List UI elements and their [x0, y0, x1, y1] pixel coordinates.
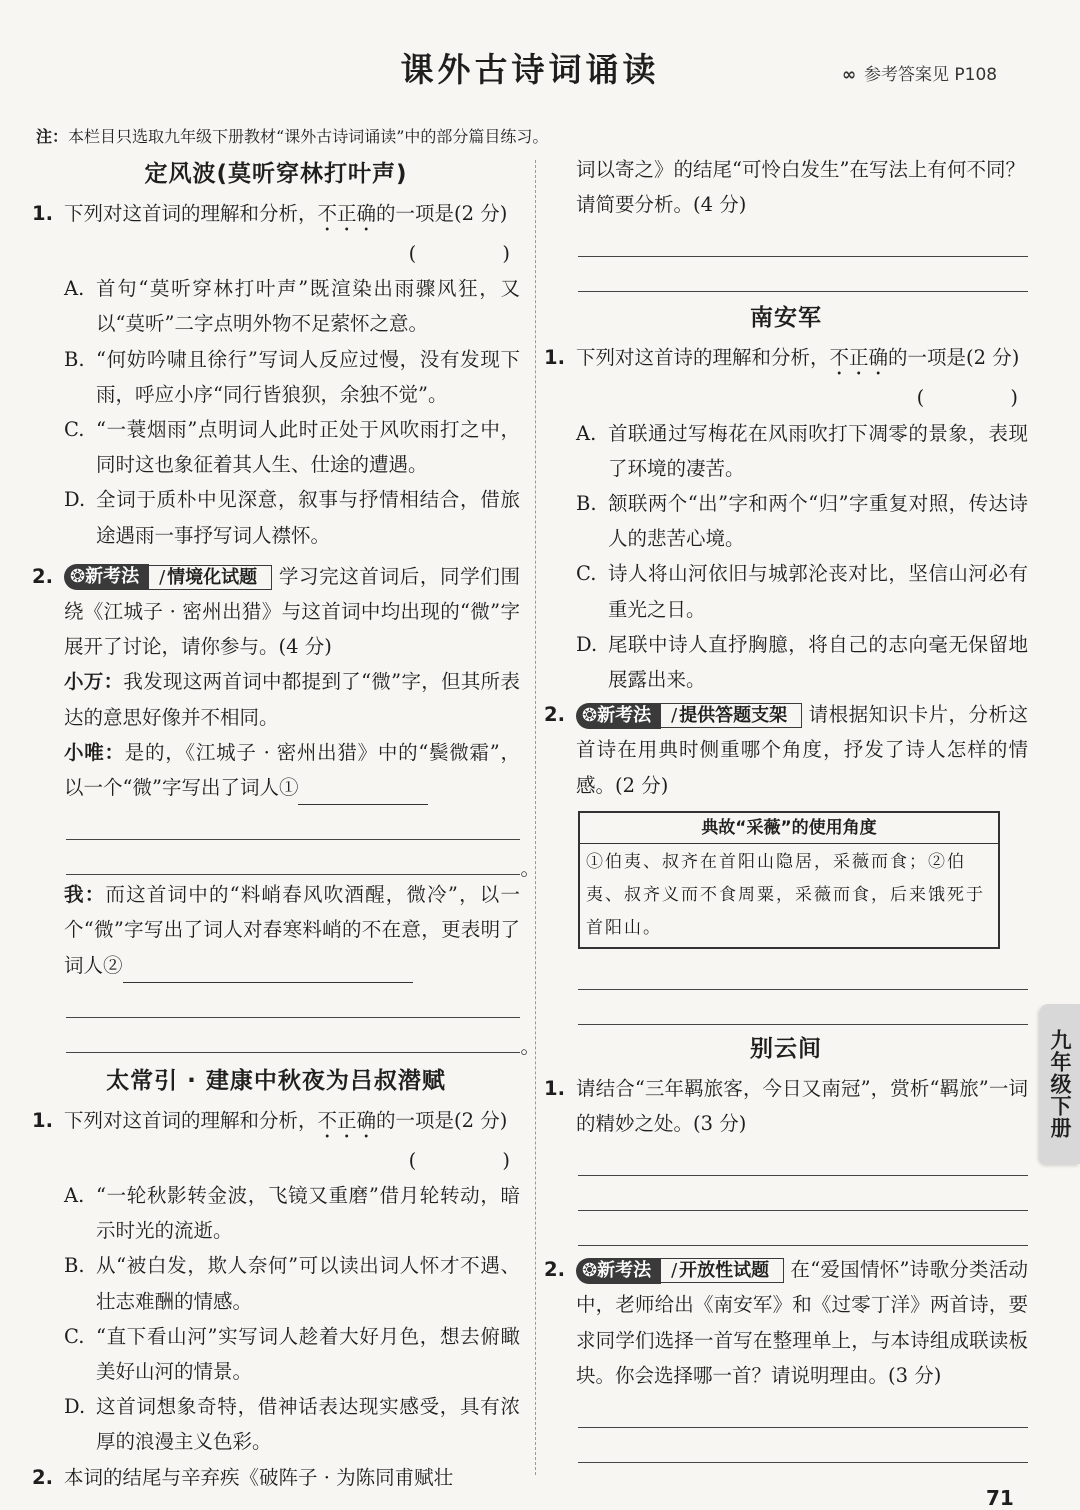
answer-line[interactable]: [578, 1428, 1028, 1463]
new-method-badge: [64, 564, 272, 590]
option-text: 首联通过写梅花在风雨吹打下凋零的景象，表现了环境的凄苦。: [608, 421, 1028, 480]
answer-line[interactable]: [66, 805, 520, 840]
option-label: C.: [64, 418, 85, 442]
dialogue-xiaowan: [64, 664, 520, 734]
question-stem: 下列对这首词的理解和分析，: [64, 202, 318, 225]
option-text: 从“被白发，欺人奈何”可以读出词人怀才不遇、壮志难酬的情感。: [96, 1254, 520, 1313]
link-icon: ∞: [842, 65, 857, 85]
question-number: 2.: [544, 1258, 565, 1282]
question-1-dingfengbo: [32, 196, 550, 271]
left-column: [32, 152, 550, 1495]
option-d: [32, 1389, 520, 1459]
question-2-taichangyin: [32, 1460, 520, 1495]
option-label: B.: [64, 1254, 85, 1278]
badge-label: 新考法: [597, 704, 652, 726]
option-label: B.: [576, 492, 597, 516]
answer-line[interactable]: [578, 1211, 1028, 1246]
option-text: 尾联中诗人直抒胸臆，将自己的志向毫无保留地展露出来。: [608, 632, 1028, 692]
emphasis-text: 不正确: [829, 346, 889, 370]
new-method-badge: [576, 1258, 784, 1284]
column-divider: [535, 160, 536, 1475]
option-label: B.: [64, 347, 85, 371]
option-text: 全词于质朴中见深意，叙事与抒情相结合，借旅途遇雨一事抒写词人襟怀。: [96, 488, 520, 547]
option-label: A.: [576, 421, 597, 445]
question-2-dingfengbo: [32, 559, 520, 805]
question-2-bieyunjian: [544, 1252, 1028, 1393]
answer-line[interactable]: [578, 1141, 1028, 1176]
question-stem: 在“爱国情怀”诗歌分类活动中，老师给出《南安军》和《过零丁洋》两首诗，要求同学们选择一首写在整理单上，与本诗组成联读板块。你会选择哪一首？请说明理由。(3 分): [576, 1258, 1028, 1387]
question-1-bieyunjian: [544, 1071, 1028, 1141]
option-label: D.: [64, 488, 86, 512]
option-a: [544, 416, 1028, 486]
option-text: “直下看山河”实写词人趁着大好月色，想去俯瞰美好山河的情景。: [96, 1324, 520, 1384]
question-stem-end: 的一项是(2 分): [888, 346, 1020, 370]
answer-line[interactable]: [66, 840, 520, 875]
option-label: A.: [64, 277, 85, 301]
speaker-label: 我：: [64, 883, 106, 907]
option-label: C.: [64, 1324, 85, 1348]
question-1-nananjun: [544, 340, 1058, 415]
option-text: 颔联两个“出”字和两个“归”字重复对照，传达诗人的悲苦心境。: [608, 492, 1028, 551]
option-label: D.: [64, 1395, 86, 1419]
knowledge-card: [578, 811, 1000, 949]
answer-line[interactable]: [578, 990, 1028, 1025]
answer-reference-text: 参考答案见 P108: [864, 65, 998, 85]
option-text: “一蓑烟雨”点明词人此时正处于风吹雨打之中，同时这也象征着其人生、仕途的遭遇。: [96, 418, 520, 477]
option-a: [32, 1178, 520, 1248]
badge-type: / 提供答题支架: [661, 703, 802, 728]
question-1-taichangyin: [32, 1103, 550, 1178]
question-stem: 下列对这首诗的理解和分析，: [576, 346, 830, 370]
right-column: [544, 152, 1058, 1463]
dialogue-xiaowei: [64, 735, 520, 805]
answer-blank[interactable]: ( ): [408, 242, 550, 265]
dialogue-text: 是的，《江城子 · 密州出猎》中的“鬓微霜”，以一个“微”字写出了词人①: [64, 740, 520, 800]
question-stem-end: 的一项是(2 分): [376, 202, 508, 225]
option-a: [32, 271, 520, 341]
answer-blank[interactable]: ( ): [408, 1148, 550, 1172]
answer-line[interactable]: [578, 257, 1028, 292]
option-d: [32, 482, 520, 552]
option-b: [32, 342, 520, 412]
new-method-badge: [576, 703, 802, 729]
answer-line[interactable]: [298, 778, 428, 805]
question-2-nananjun: [544, 697, 1028, 803]
answer-line[interactable]: [578, 222, 1028, 257]
badge-label: 新考法: [85, 566, 140, 588]
badge-type: / 情境化试题: [149, 565, 272, 590]
option-text: “一轮秋影转金波，飞镜又重磨”借月轮转动，暗示时光的流逝。: [96, 1184, 520, 1243]
answer-line[interactable]: [578, 1176, 1028, 1211]
question-number: 2.: [544, 703, 565, 727]
lightbulb-icon: ❂: [70, 566, 86, 588]
lightbulb-icon: ❂: [582, 704, 598, 726]
question-number: 1.: [32, 202, 53, 225]
question-stem: 学习完这首词后，同学们围绕《江城子 · 密州出猎》与这首词中均出现的“微”字展开了讨论，请你参与。(4 分): [64, 564, 520, 659]
section-title-nananjun: 南安军: [750, 305, 822, 332]
option-label: A.: [64, 1184, 85, 1208]
option-text: 这首词想象奇特，借神话表达现实感受，具有浓厚的浪漫主义色彩。: [96, 1395, 520, 1454]
knowledge-card-body: ①伯夷、叔齐在首阳山隐居，采薇而食；②伯夷、叔齐义而不食周粟，采薇而食，后来饿死于首阳山。: [586, 851, 985, 938]
option-c: [544, 556, 1028, 626]
option-text: 首句“莫听穿林打叶声”既渲染出雨骤风狂，又以“莫听”二字点明外物不足萦怀之意。: [96, 277, 520, 336]
option-c: [32, 1319, 520, 1389]
note-text: 本栏目只选取九年级下册教材“课外古诗词诵读”中的部分篇目练习。: [68, 127, 549, 146]
option-text: “何妨吟啸且徐行”写词人反应过慢，没有发现下雨，呼应小序“同行皆狼狈，余独不觉”。: [96, 347, 520, 406]
column-note: [36, 124, 548, 147]
question-stem: 请结合“三年羁旅客，今日又南冠”，赏析“羁旅”一词的精妙之处。(3 分): [576, 1076, 1028, 1136]
badge-type: / 开放性试题: [661, 1258, 784, 1283]
answer-blank[interactable]: ( ): [916, 386, 1058, 410]
knowledge-card-title: 典故“采薇”的使用角度: [580, 813, 998, 844]
speaker-label: 小万：: [64, 670, 124, 694]
dialogue-text: 我发现这两首词中都提到了“微”字，但其所表达的意思好像并不相同。: [64, 670, 520, 729]
section-title-taichangyin: 太常引 · 建康中秋夜为吕叔潜赋: [106, 1067, 446, 1094]
question-stem-continued: 词以寄之》的结尾“可怜白发生”在写法上有何不同？请简要分析。(4 分): [576, 158, 1025, 217]
page-number: 71: [986, 1486, 1014, 1510]
question-number: 2.: [32, 564, 53, 588]
answer-reference: [842, 60, 997, 85]
option-d: [544, 627, 1028, 697]
answer-line[interactable]: [66, 1018, 520, 1053]
option-c: [32, 412, 520, 482]
question-stem-end: 的一项是(2 分): [376, 1108, 508, 1132]
question-number: 1.: [544, 346, 565, 370]
page-title: 课外古诗词诵读: [400, 50, 660, 89]
question-stem: 本词的结尾与辛弃疾《破阵子 · 为陈同甫赋壮: [64, 1465, 454, 1489]
question-number: 2.: [32, 1465, 53, 1489]
question-number: 1.: [544, 1076, 565, 1100]
answer-line[interactable]: [123, 956, 413, 983]
note-label: 注：: [36, 127, 69, 146]
question-stem: 下列对这首词的理解和分析，: [64, 1108, 318, 1132]
option-label: D.: [576, 632, 598, 656]
answer-line[interactable]: [578, 955, 1028, 990]
section-title-bieyunjian: 别云间: [750, 1035, 822, 1062]
grade-side-tab: 九年级下册: [1040, 1004, 1080, 1164]
option-b: [32, 1248, 520, 1318]
speaker-label: 小唯：: [64, 740, 125, 764]
lightbulb-icon: ❂: [582, 1259, 598, 1281]
dialogue-me: [32, 877, 520, 983]
answer-line[interactable]: [66, 983, 520, 1018]
option-text: 诗人将山河依旧与城郭沦丧对比，坚信山河必有重光之日。: [608, 562, 1028, 621]
question-number: 1.: [32, 1108, 53, 1132]
answer-line[interactable]: [578, 1393, 1028, 1428]
option-label: C.: [576, 562, 597, 586]
option-b: [544, 486, 1028, 556]
emphasis-text: 不正确: [317, 202, 377, 225]
section-title-dingfengbo: 定风波(莫听穿林打叶声): [144, 161, 408, 187]
question-stem: 请根据知识卡片，分析这首诗在用典时侧重哪个角度，抒发了诗人怎样的情感。(2 分): [576, 703, 1028, 797]
emphasis-text: 不正确: [317, 1108, 377, 1132]
badge-label: 新考法: [597, 1259, 652, 1281]
dialogue-text: 而这首词中的“料峭春风吹酒醒，微冷”，以一个“微”字写出了词人对春寒料峭的不在意，更表明了词人②: [64, 883, 520, 977]
